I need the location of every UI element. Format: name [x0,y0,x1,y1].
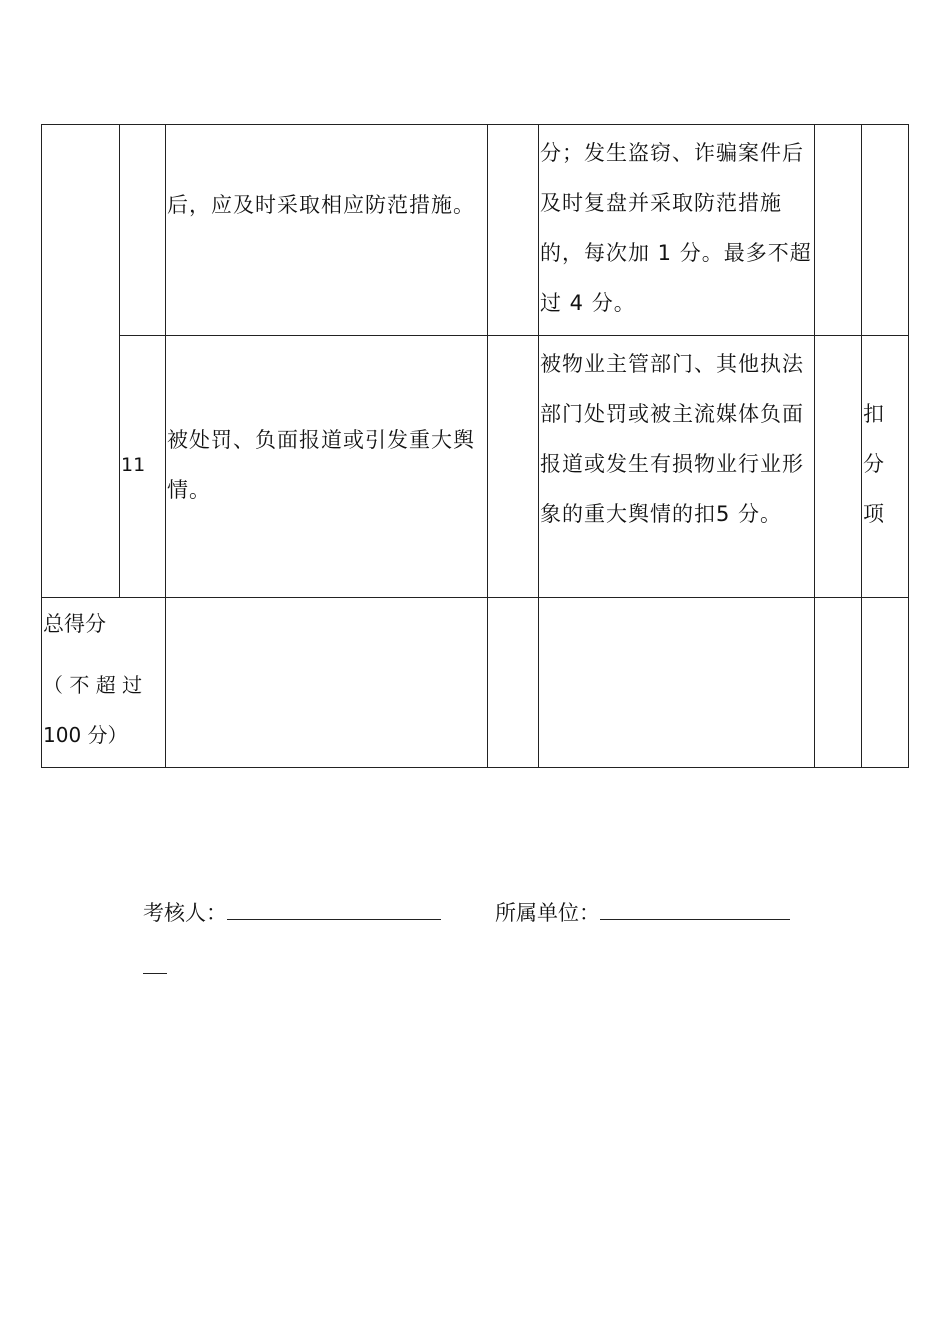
table-col-divider [814,124,815,768]
table-row-divider [41,597,909,598]
item-number: 11 [121,454,146,476]
total-score-label: 总得分 [43,612,106,636]
unit-field[interactable] [600,899,790,920]
total-score-cap: 100 分） [43,723,128,747]
deduction-type-char: 扣 [863,402,884,426]
table-border-top [41,124,909,125]
table-col-divider [119,124,120,598]
scoring-rule: 被物业主管部门、其他执法部门处罚或被主流媒体负面报道或发生有损物业行业形象的重大舆情的扣5 分。 [540,352,804,526]
unit-signature-line [495,898,790,928]
item-content: 被处罚、负面报道或引发重大舆情。 [167,428,475,502]
assessor-label: 考核人： [143,901,227,925]
unit-label: 所属单位： [495,901,600,925]
table-col-divider [538,124,539,768]
table-col-divider [861,124,862,768]
table-col-divider [165,124,166,768]
assessor-signature-line [143,898,441,928]
scoring-rule-continued: 分；发生盗窃、诈骗案件后及时复盘并采取防范措施的，每次加 1 分。最多不超过 4 分。 [540,141,812,315]
unit-field-overflow[interactable] [143,953,167,974]
assessor-field[interactable] [227,899,441,920]
table-col-divider [487,124,488,768]
deduction-type-char: 分 [863,452,884,476]
table-border-left [41,124,42,768]
total-score-cap: （ 不 超 过 [43,673,143,697]
table-border-bottom [41,767,909,768]
deduction-type-char: 项 [863,502,884,526]
table-row-divider [119,335,909,336]
table-border-right [908,124,909,768]
unit-field-continued [143,952,167,982]
item-content-continued: 后，应及时采取相应防范措施。 [167,193,475,217]
